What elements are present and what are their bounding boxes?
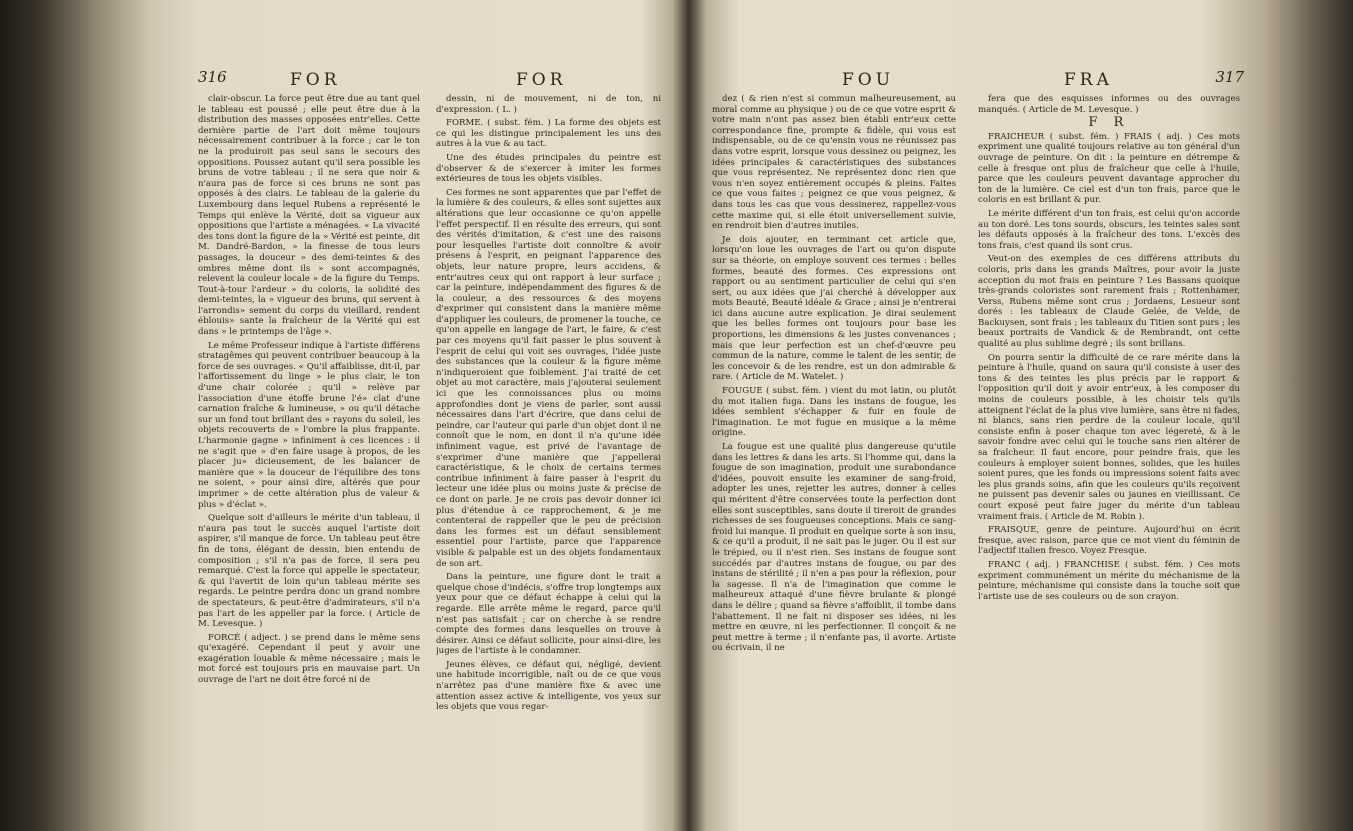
running-head: FOU	[842, 70, 895, 90]
paragraph: dessin, ni de mouvement, ni de ton, ni d'expression. ( L. )	[436, 94, 661, 115]
left-page-header	[198, 70, 663, 90]
page-number: 317	[1215, 68, 1244, 86]
text-column	[712, 94, 956, 809]
paragraph: Dans la peinture, une figure dont le trait a quelque chose d'indécis, s'offre trop longtemps aux yeux pour que ce défaut échappe à celui qui la regarde. Elle arrête même le regard, parce qu'il n'est pas satisfait ; car on cherche à se rendre compte des formes dans lesquelles on trouve à désirer. Ainsi ce défaut sollicite, pour ainsi-dire, les juges de l'artiste à le condamner.	[436, 572, 661, 657]
paragraph: Jeunes élèves, ce défaut qui, négligé, devient une habitude incorrigible, naît ou de ce que vous n'arrêtez pas d'une manière fixe & avec une attention assez active & intelligente, vos yeux sur les objets que vous regar-	[436, 659, 661, 713]
right-page	[712, 60, 1250, 820]
paragraph: Une des études principales du peintre est d'observer & de s'exercer à imiter les formes extérieures de tous les objets visibles.	[436, 152, 661, 185]
paragraph: La fougue est une qualité plus dangereuse qu'utile dans les lettres & dans les arts. Si l'homme qui, dans la fougue de son imagination, produit une surabondance d'idées, pouvoit ensuite les examiner de sang-froid, adopter les unes, rejetter les autres, donner à celles qui méritent d'être conservées toute la perfection dont elles sont susceptibles, sans doute il tireroit de grandes richesses de ses fougueuses conceptions. Mais ce sang-froid lui manque. Il produit en quelque sorte à son insu, & ce qu'il a produit, il ne sait pas le juger. Ou il est sur le trépied, ou il n'est rien. Ses instans de fougue sont succédés par d'autres instans de fougue, ou par des instans de stérilité ; il n'en a pas pour la réflexion, pour la sagesse. Il n'a de l'imagination que comme le malheureux attaqué d'une fièvre brulante & plongé dans le délire ; quand sa fièvre s'affoiblit, il tombe dans l'abattement. Il ne fait ni disposer ses idées, ni les mettre en œuvre, ni les perfectionner. Il conçoit & ne peut mettre à terme ; il n'enfante pas, il avorte. Artiste ou écrivain, il ne	[712, 442, 956, 654]
paragraph: Veut-on des exemples de ces différens attributs du coloris, pris dans les grands Maîtres, pour avoir la juste acception du mot frais en peinture ? Les Bassans quoique très-grands coloristes sont rarement frais ; Rottenhamer, Verss, Rubens même sont crus ; Jordaens, Lesueur sont dorés : les tableaux de Claude Gelée, de Velde, de Backuysen, sont frais ; les tableaux du Titien sont purs ; les beaux portraits de Vandick & de Rembrandt, ont cette qualité au plus sublime degré ; ils sont brillans.	[978, 254, 1240, 350]
running-head: FOR	[290, 70, 341, 90]
paragraph: Ces formes ne sont apparentes que par l'effet de la lumière & des couleurs, & elles sont sujettes aux altérations que leur occasionne ce qu'on appelle l'effet perspectif. Il en résulte des erreurs, qui sont des vérités d'imitation, & c'est une des raisons pour lesquelles l'artiste doit connoître & avoir présens à l'esprit, en peignant l'apparence des objets, leur nature propre, leurs accidens, & entr'autres ceux qui ont rapport à leur surface ; car la peinture, indépendamment des figures & de la couleur, a des ressources & des moyens d'exprimer qui consistent dans la manière même d'appliquer les couleurs, de promener la touche, ce qu'on appelle en langage de l'art, le faire, & c'est par ces moyens qu'il fait passer le plus souvent à l'esprit de celui qui voit ses ouvrages, l'idée juste des substances que la couleur & la figure même n'indiqueroient que foiblement. J'ai traité de cet objet au mot caractère, mais j'ajouterai seulement ici que les connoissances plus ou moins approfondies dont je viens de parler, sont aussi nécessaires dans l'art d'écrire, que dans celui de peindre, car l'auteur qui parle d'un objet dont il ne connoît que le nom, en dont il n'a qu'une idée infiniment vague, est privé de l'avantage de s'exprimer d'une manière que j'appellerai caractéristique, & le choix de certains termes contribue infiniment à faire passer à l'esprit du lecteur une idée plus ou moins juste & précise de ce dont on parle. Je ne crois pas devoir donner ici plus d'étendue à ce rapprochement, & je me contenterai de rappeller que le peu de précision dans les formes est un défaut sensiblement essentiel pour l'artiste, parce que l'apparence visible & palpable est un des objets fondamentaux de son art.	[436, 187, 661, 569]
paragraph: FRAICHEUR ( subst. fém. ) FRAIS ( adj. ) Ces mots expriment une qualité toujours relative au ton général d'un ouvrage de peinture. On dit : la peinture en détrempe & celle à fresque ont plus de fraîcheur que celle à l'huile, parce que les couleurs peuvent davantage approcher du ton de la lumière. Ce ciel est d'un ton frais, parce que le coloris en est brillant & pur.	[978, 131, 1240, 206]
paragraph: FOUGUE ( subst. fém. ) vient du mot latin, ou plutôt du mot italien fuga. Dans les instans de fougue, les idées semblent s'échapper & fuir en foule de l'imagination. Le mot fugue en musique a la même origine.	[712, 386, 956, 439]
running-head: FOR	[516, 70, 567, 90]
text-column	[978, 94, 1240, 809]
paragraph: FORCÉ ( adject. ) se prend dans le même sens qu'exagéré. Cependant il peut y avoir une exagération louable & même nécessaire ; mais le mot forcé est toujours pris en mauvaise part. Un ouvrage de l'art ne doit être forcé ni de	[198, 632, 420, 686]
paragraph: FORME. ( subst. fém. ) La forme des objets est ce qui les distingue principalement les uns des autres à la vue & au tact.	[436, 118, 661, 150]
paragraph: FRAISQUE, genre de peinture. Aujourd'hui on écrit fresque, avec raison, parce que ce mot vient du féminin de l'adjectif italien fresco. Voyez Fresque.	[978, 525, 1240, 557]
paragraph: FRANC ( adj. ) FRANCHISE ( subst. fém. ) Ces mots expriment communément un mérite du méchanisme de la peinture, méchanisme qui consiste dans la touche soit que l'artiste use de ses couleurs ou de son crayon.	[978, 559, 1240, 602]
section-heading: F R	[1088, 115, 1130, 131]
left-page	[198, 60, 663, 820]
paragraph: Le même Professeur indique à l'artiste différens stratagêmes qui peuvent contribuer beaucoup à la force de ses ouvrages. « Qu'il affaiblisse, dit-il, par l'affortissement du linge » le plus clair, le ton d'une chair colorée ; qu'il » relève par l'association d'une étoffe brune l'é» clat d'une carnation fraîche & lumineuse, » ou qu'il détache sur un fond tout brillant des » rayons du soleil, les objets recouverts de » l'ombre la plus frappante. L'harmonie gagne » infiniment à ces licences : il ne s'agit que » d'en faire usage à propos, de les placer ju» dicieusement, de les balancer de manière que » la douceur de l'équilibre des tons ne soient, » pour ainsi dire, altérés que pour imprimer » de cette altération plus de valeur & plus » d'éclat ».	[198, 340, 420, 510]
paragraph: Le mérite différent d'un ton frais, est celui qu'on accorde au ton doré. Les tons sourds, obscurs, les teintes sales sont les défauts opposés à la fraîcheur des tons. L'excès des tons frais, c'est quand ils sont crus.	[978, 208, 1240, 251]
paragraph: dez ( & rien n'est si commun malheureusement, au moral comme au physique ) ou de ce que votre esprit & votre main n'ont pas assez bien établi entr'eux cette correspondance fine, prompte & fidèle, qui vous est indispensable, ou de ce qu'ensin vous ne réunissez pas dans votre esprit, lorsque vous dessinez ou peignez, les idées principales & caractéristiques des substances que vous représentez. Ne représentez donc rien que vous n'en soyez entièrement occupés & pleins. Faites ce que vous faites ; peignez ce que vous peignez, & dans tous les cas que vous dessinerez, rappellez-vous cette maxime qui, si elle étoit universellement suivie, en rendroit bien d'autres inutiles.	[712, 94, 956, 232]
paragraph: Quelque soit d'ailleurs le mérite d'un tableau, il n'aura pas tout le succès auquel l'artiste doit aspirer, s'il manque de force. Un tableau peut être fin de tons, élégant de dessin, bien entendu de composition ; s'il n'a pas de force, il sera peu remarqué. C'est la force qui appelle le spectateur, & qui l'avertit de loin qu'un tableau mérite ses regards. Le peintre perdra donc un grand nombre de spectateurs, & peut-être d'admirateurs, s'il n'a pas l'art de les appeller par la force. ( Article de M. Levesque. )	[198, 513, 420, 630]
right-page-header	[712, 70, 1250, 90]
text-column	[436, 94, 661, 809]
paragraph: clair-obscur. La force peut être due au tant quel le tableau est poussé ; elle peut être due à la distribution des masses opposées entr'elles. Cette dernière partie de l'art doit même toujours nécessairement contribuer à la force ; car le ton ne la produiroit pas seul sans le secours des oppositions. Poussez autant qu'il sera possible les bruns de votre tableau ; il ne sera que noir & n'aura pas de force si ces bruns ne sont pas opposés à des clairs. Le tableau de la galerie du Luxembourg dans lequel Rubens a représenté le Temps qui enlève la Vérité, doit sa vigueur aux oppositions que l'artiste a ménagées. « La vivacité des tons dont la figure de la » Vérité est peinte, dit M. Dandré-Bardon, » la finesse de tous leurs passages, la douceur » des demi-teintes & des ombres même dont ils » sont accompagnés, relevent la couleur locale » de la figure du Temps. Tout-à-tour l'ardeur » du coloris, la solidité des demi-teintes, la » vigueur des bruns, qui servent à l'arrondis» sement du corps du vieillard, rendent éblouis» sante la fraîcheur de la Vérité qui est dans » le printemps de l'âge ».	[198, 94, 420, 338]
running-head: FRA	[1064, 70, 1113, 90]
paragraph: Je dois ajouter, en terminant cet article que, lorsqu'on loue les ouvrages de l'art ou qu'on dispute sur sa théorie, on employe souvent ces termes : belles formes, beauté des formes. Ces expressions ont rapport ou au sentiment particulier de celui qui s'en sert, ou aux idées que j'ai cherché à développer aux mots Beauté, Beauté idéale & Grace ; ainsi je n'entrerai ici dans aucune autre explication. Je dirai seulement que les belles formes ont toujours pour base les proportions, les dimensions & les justes convenances ; mais que leur perfection est un chef-d'œuvre peu commun de la nature, comme le talent de les sentir, de les concevoir & de les rendre, est un don admirable & rare. ( Article de M. Watelet. )	[712, 234, 956, 383]
paragraph: On pourra sentir la difficulté de ce rare mérite dans la peinture à l'huile, quand on saura qu'il consiste à user des tons & des teintes les plus précis par le rapport & l'opposition qu'il doit y avoir entr'eux, à les composer du moins de couleurs possible, à les choisir tels qu'ils atteignent l'éclat de la plus vive lumière, sans être ni fades, ni blancs, sans rien perdre de la couleur locale, qu'il consiste enfin à poser chaque ton avec légereté, & à le savoir fondre avec celui qui le touche sans rien altérer de sa fraîcheur. Il faut encore, pour peindre frais, que les couleurs à employer soient bonnes, solides, que les huiles soient pures, que les fonds ou impressions soient faits avec les plus grands soins, afin que les couleurs qu'ils reçoivent ne puissent pas devenir sales ou jaunes en vieillissant. Ce court exposé peut faire juger du mérite d'un tableau vraiment frais. ( Article de M. Robin ).	[978, 352, 1240, 522]
paragraph: fera que des esquisses informes ou des ouvrages manqués. ( Article de M. Levesque. )	[978, 94, 1240, 115]
text-column	[198, 94, 420, 809]
page-number: 316	[198, 68, 227, 86]
